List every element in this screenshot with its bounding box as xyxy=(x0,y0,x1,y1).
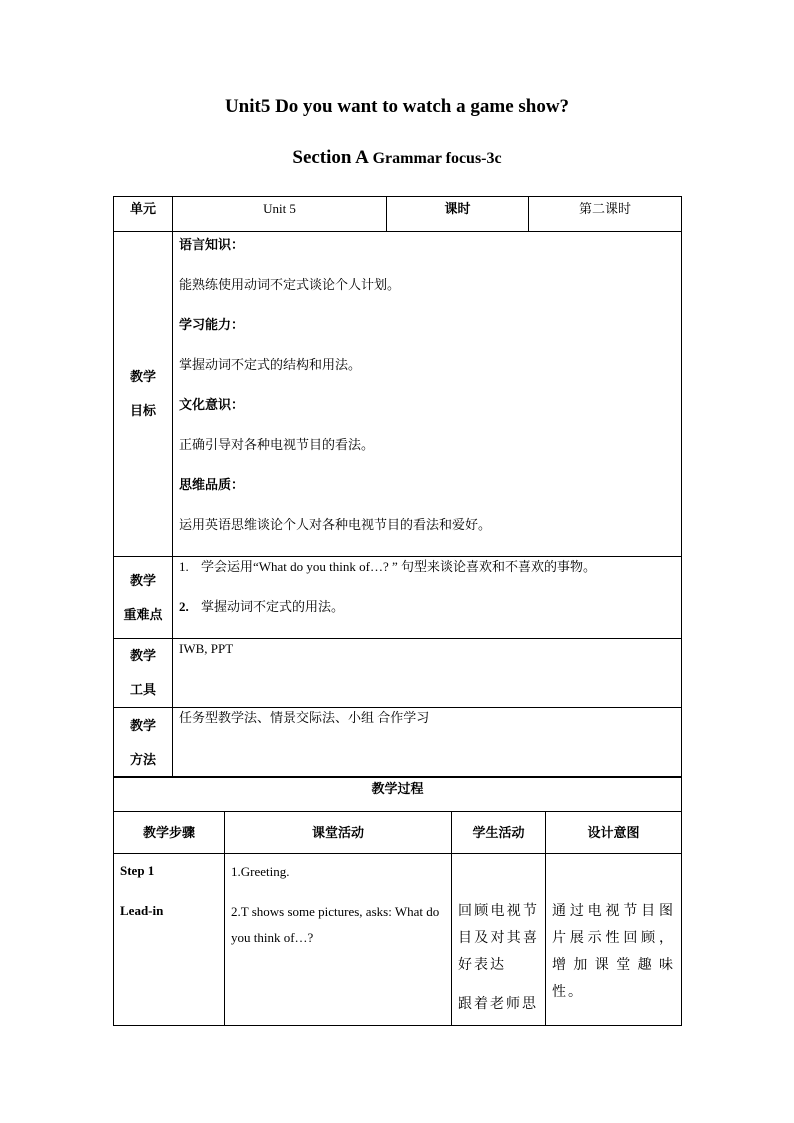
objective-text: 运用英语思维谈论个人对各种电视节目的看法和爱好。 xyxy=(179,517,492,532)
objective-text: 掌握动词不定式的结构和用法。 xyxy=(179,357,362,372)
header-intent: 设计意图 xyxy=(546,812,682,854)
process-title-row xyxy=(114,777,682,812)
tools-label-line2: 工具 xyxy=(129,682,156,697)
process-title: 教学过程 xyxy=(114,777,682,812)
tools-row xyxy=(114,639,682,708)
objectives-content xyxy=(173,232,682,557)
tools-label xyxy=(114,639,173,708)
objective-heading: 文化意识： xyxy=(179,397,245,412)
methods-label xyxy=(114,708,173,778)
key-points-row xyxy=(114,557,682,639)
lesson-info-table xyxy=(113,196,682,778)
methods-row xyxy=(114,708,682,778)
step-name: Lead-in xyxy=(120,903,164,918)
objective-heading: 思维品质： xyxy=(179,477,245,492)
key-point-number: 1. xyxy=(179,559,189,574)
objectives-label-line1: 教学 xyxy=(129,369,156,384)
objective-text: 能熟练使用动词不定式谈论个人计划。 xyxy=(179,277,401,292)
objective-text: 正确引导对各种电视节目的看法。 xyxy=(179,437,375,452)
student-activity: 跟着老师思 xyxy=(458,997,538,1012)
teaching-process-table xyxy=(113,776,682,1026)
objectives-label xyxy=(114,232,173,557)
key-points-label-line2: 重难点 xyxy=(123,606,163,622)
unit-label: 单元 xyxy=(114,197,173,232)
period-label: 课时 xyxy=(387,197,529,232)
key-points-label-line1: 教学 xyxy=(129,572,156,588)
intent-cell xyxy=(546,854,682,1026)
header-activity: 课堂活动 xyxy=(225,812,452,854)
tools-text: IWB, PPT xyxy=(179,641,234,656)
design-intent: 通过电视节目图片展示性回顾，增加课堂趣味性。 xyxy=(552,904,676,1000)
activity-item: 1.Greeting. xyxy=(231,864,290,879)
objectives-row xyxy=(114,232,682,557)
period-value: 第二课时 xyxy=(529,197,682,232)
process-header-row xyxy=(114,812,682,854)
key-point-item xyxy=(173,558,681,576)
activity-item: 2.T shows some pictures, asks: What do you think of…? xyxy=(231,904,440,945)
unit-value: Unit 5 xyxy=(173,197,387,232)
step-cell xyxy=(114,854,225,1026)
student-activity: 回顾电视节目及对其喜好表达 xyxy=(458,904,539,973)
key-points-content xyxy=(173,557,682,639)
key-point-text: 学会运用“What do you think of…? ” 句型来谈论喜欢和不喜欢的事物。 xyxy=(201,559,597,574)
tools-content xyxy=(173,639,682,708)
methods-label-line1: 教学 xyxy=(129,717,156,733)
key-point-number: 2. xyxy=(179,599,189,614)
methods-text: 任务型教学法、情景交际法、小组 合作学习 xyxy=(179,710,430,725)
document-title: Unit5 Do you want to watch a game show? xyxy=(224,96,570,117)
header-student: 学生活动 xyxy=(452,812,546,854)
objective-heading: 语言知识： xyxy=(179,237,245,252)
subtitle-section: Section A xyxy=(292,147,373,168)
objectives-label-line2: 目标 xyxy=(129,403,156,418)
key-points-label xyxy=(114,557,173,639)
process-row-step1 xyxy=(114,854,682,1026)
methods-content xyxy=(173,708,682,778)
subtitle-topic: Grammar focus-3c xyxy=(372,150,502,167)
step-number: Step 1 xyxy=(120,863,155,878)
key-point-text: 掌握动词不定式的用法。 xyxy=(201,599,345,614)
tools-label-line1: 教学 xyxy=(129,648,156,663)
activity-cell xyxy=(225,854,452,1026)
unit-row xyxy=(114,197,682,232)
key-point-item xyxy=(173,598,681,616)
methods-label-line2: 方法 xyxy=(129,751,156,767)
objective-heading: 学习能力： xyxy=(179,317,245,332)
student-cell xyxy=(452,854,546,1026)
document-subtitle xyxy=(0,147,794,169)
header-step: 教学步骤 xyxy=(114,812,225,854)
